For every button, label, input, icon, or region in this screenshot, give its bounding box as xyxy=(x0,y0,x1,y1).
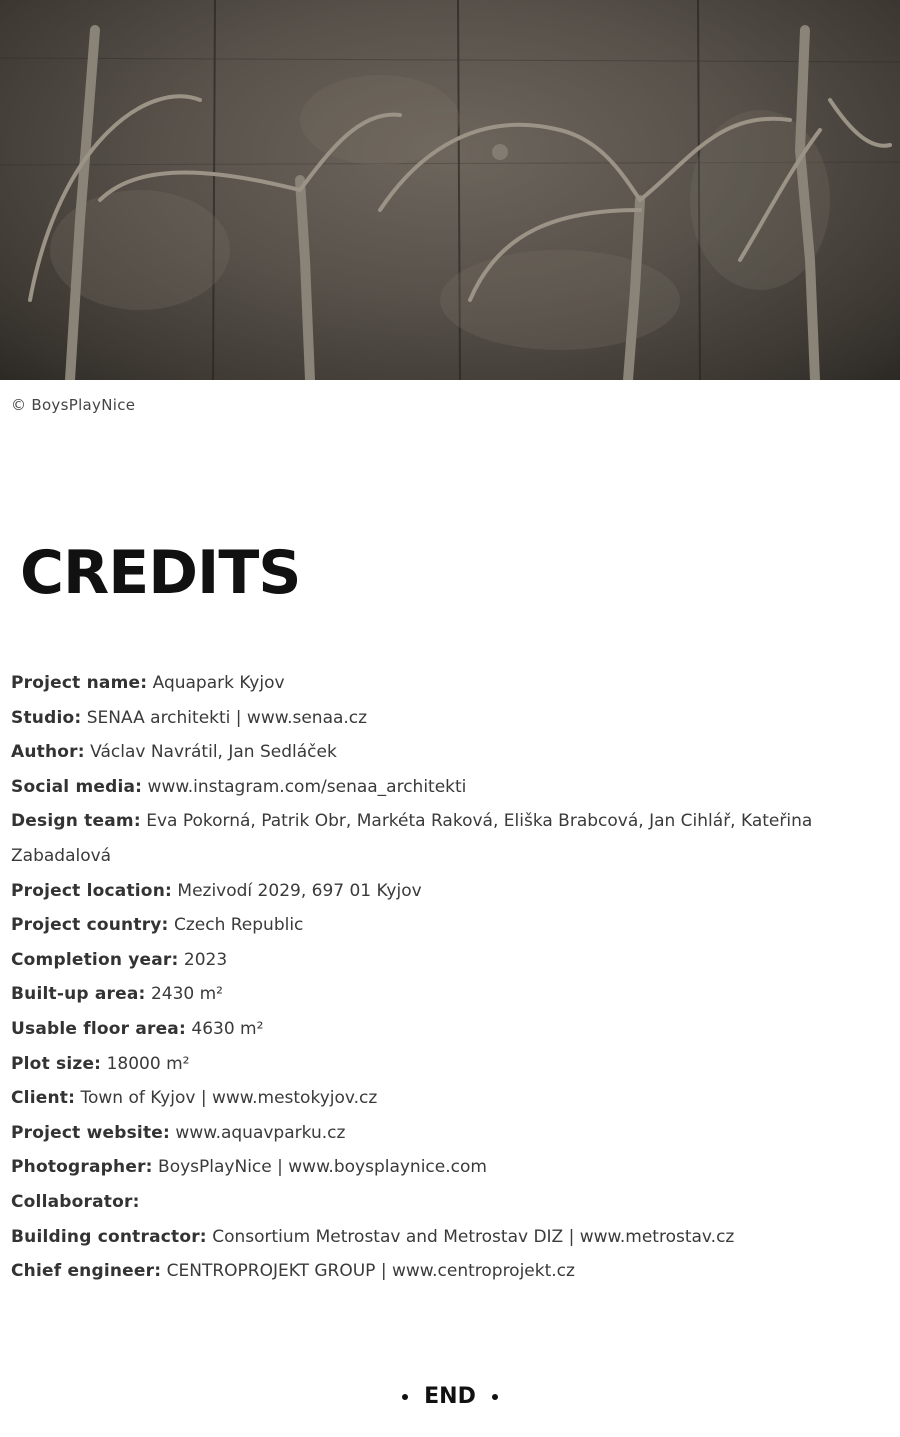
credit-row xyxy=(11,735,871,770)
bullet-icon xyxy=(492,1394,498,1400)
credit-row xyxy=(11,701,871,736)
credit-row xyxy=(11,1012,871,1047)
credit-row xyxy=(11,804,871,873)
credit-value: Czech Republic xyxy=(168,915,304,936)
credit-value: Aquapark Kyjov xyxy=(147,673,285,693)
credit-label: Building contractor: xyxy=(11,1226,207,1247)
relief-illustration xyxy=(0,0,900,380)
credit-value: Mezivodí 2029, 697 01 Kyjov xyxy=(172,880,422,901)
credit-value: 4630 m² xyxy=(185,1018,264,1039)
credit-label: Completion year: xyxy=(11,949,179,970)
credit-row xyxy=(11,1081,871,1116)
credit-value: SENAA architekti | www.senaa.cz xyxy=(81,707,368,728)
credit-value: BoysPlayNice | www.boysplaynice.com xyxy=(152,1157,487,1178)
page-title: CREDITS xyxy=(20,538,301,608)
credit-label: Built-up area: xyxy=(11,984,146,1005)
credit-row xyxy=(11,1116,871,1151)
end-marker xyxy=(0,1384,900,1409)
credit-row xyxy=(11,908,871,943)
credit-value: 2023 xyxy=(178,949,228,970)
credit-label: Client: xyxy=(11,1088,76,1109)
credit-label: Studio: xyxy=(11,707,82,728)
credit-value: CENTROPROJEKT GROUP | www.centroprojekt.cz xyxy=(161,1261,575,1282)
credit-row xyxy=(11,977,871,1012)
credit-value: Eva Pokorná, Patrik Obr, Markéta Raková, Eliška Brabcová, Jan Cihlář, Kateřina Zabadalová xyxy=(11,811,813,866)
credit-value: Town of Kyjov | www.mestokyjov.cz xyxy=(75,1088,378,1109)
credit-row xyxy=(11,1047,871,1082)
credit-row xyxy=(11,1220,871,1255)
credit-value: 18000 m² xyxy=(101,1053,190,1074)
credit-label: Chief engineer: xyxy=(11,1261,162,1282)
credit-label: Design team: xyxy=(11,811,141,832)
credit-row xyxy=(11,1150,871,1185)
credit-label: Photographer: xyxy=(11,1157,153,1178)
credit-label: Social media: xyxy=(11,776,143,797)
credit-row xyxy=(11,874,871,909)
credit-row xyxy=(11,666,871,701)
credit-label: Project name: xyxy=(11,673,148,693)
credit-row xyxy=(11,1185,871,1220)
credit-row xyxy=(11,770,871,805)
end-label: END xyxy=(424,1384,476,1409)
credit-label: Author: xyxy=(11,742,85,763)
credit-label: Plot size: xyxy=(11,1053,102,1074)
credit-label: Project website: xyxy=(11,1122,171,1143)
credit-row xyxy=(11,1254,871,1289)
credit-label: Usable floor area: xyxy=(11,1018,186,1039)
credit-row xyxy=(11,943,871,978)
credit-value: Václav Navrátil, Jan Sedláček xyxy=(84,742,337,763)
credit-value: www.instagram.com/senaa_architekti xyxy=(142,776,467,797)
credit-label: Collaborator: xyxy=(11,1191,140,1212)
credit-value: www.aquavparku.cz xyxy=(170,1122,346,1143)
image-caption: © BoysPlayNice xyxy=(11,396,136,414)
credit-label: Project country: xyxy=(11,915,169,936)
credits-list xyxy=(11,666,871,1289)
credit-value: Consortium Metrostav and Metrostav DIZ | www.metrostav.cz xyxy=(206,1226,735,1247)
credit-label: Project location: xyxy=(11,880,172,901)
credit-value: 2430 m² xyxy=(145,984,223,1005)
hero-image xyxy=(0,0,900,380)
bullet-icon xyxy=(402,1394,408,1400)
